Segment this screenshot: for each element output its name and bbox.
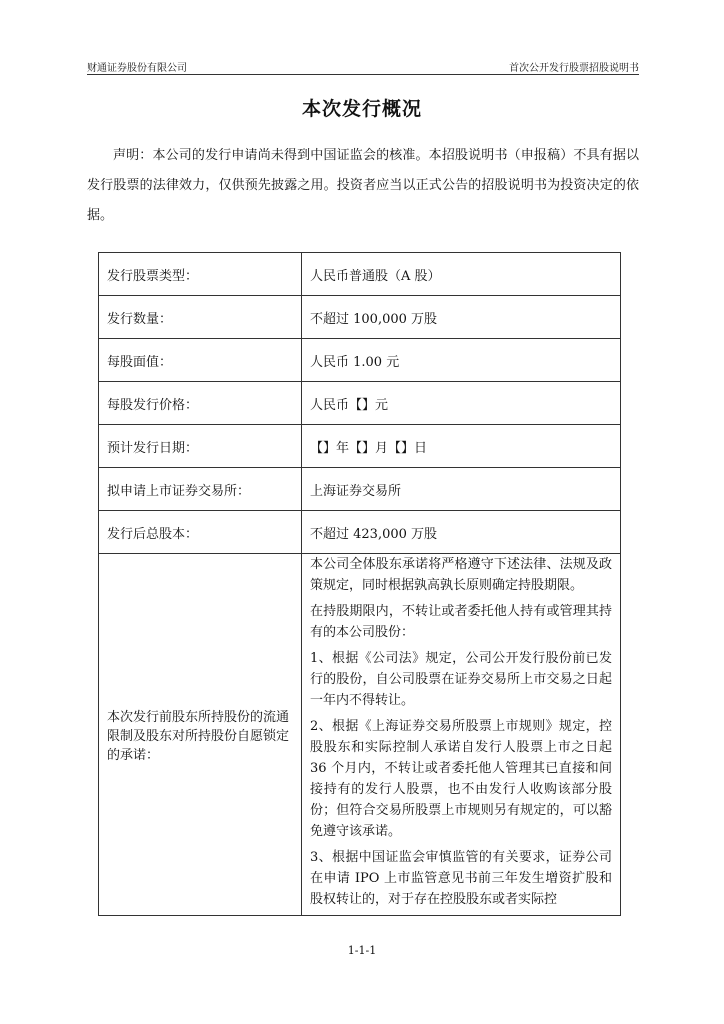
- lockup-row: [99, 554, 621, 916]
- page-header: [87, 58, 639, 75]
- lockup-paragraph: 本公司全体股东承诺将严格遵守下述法律、法规及政策规定，同时根据孰高孰长原则确定持股期限。: [310, 557, 612, 593]
- table-row: [99, 425, 621, 468]
- row-value: 【】年【】月【】日: [302, 425, 621, 468]
- lockup-paragraph: 2、根据《上海证券交易所股票上市规则》规定，控股股东和实际控制人承诺自发行人股票上市之日起 36 个月内，不转让或者委托他人管理其已直接和间接持有的发行人股票，也不由发行人收购该部分股份；但符合交易所股票上市规则另有规定的，可以豁免遵守该承诺。: [310, 719, 612, 839]
- lockup-paragraph: 1、根据《公司法》规定，公司公开发行股份前已发行的股份，自公司股票在证券交易所上市交易之日起一年内不得转让。: [310, 651, 612, 708]
- row-label: 发行股票类型：: [99, 253, 302, 296]
- lockup-paragraph: 3、根据中国证监会审慎监管的有关要求，证券公司在申请 IPO 上市监管意见书前三年发生增资扩股和股权转让的，对于存在控股股东或者实际控: [310, 850, 612, 907]
- table-row: [99, 253, 621, 296]
- page-number: 1-1-1: [347, 944, 377, 957]
- section-title: 本次发行概况: [301, 98, 422, 120]
- row-label: 拟申请上市证券交易所：: [99, 468, 302, 511]
- row-label: 发行后总股本：: [99, 511, 302, 554]
- row-value: 人民币普通股（A 股）: [302, 253, 621, 296]
- row-value: 上海证券交易所: [302, 468, 621, 511]
- row-value: 不超过 423,000 万股: [302, 511, 621, 554]
- header-doc-title: 首次公开发行股票招股说明书: [509, 63, 639, 74]
- header-company: 财通证券股份有限公司: [87, 63, 187, 74]
- row-value: 不超过 100,000 万股: [302, 296, 621, 339]
- lockup-commitments: [302, 554, 621, 916]
- table-row: [99, 296, 621, 339]
- lockup-label: 本次发行前股东所持股份的流通限制及股东对所持股份自愿锁定的承诺：: [99, 554, 302, 916]
- row-label: 每股面值：: [99, 339, 302, 382]
- table-row: [99, 339, 621, 382]
- row-value: 人民币 1.00 元: [302, 339, 621, 382]
- row-label: 预计发行日期：: [99, 425, 302, 468]
- row-label: 每股发行价格：: [99, 382, 302, 425]
- row-value: 人民币【】元: [302, 382, 621, 425]
- lockup-paragraph: 在持股期限内，不转让或者委托他人持有或管理其持有的本公司股份：: [310, 604, 612, 640]
- table-row: [99, 382, 621, 425]
- table-row: [99, 511, 621, 554]
- table-row: [99, 468, 621, 511]
- row-label: 发行数量：: [99, 296, 302, 339]
- offering-overview-table: [98, 252, 621, 916]
- disclaimer-statement: 声明：本公司的发行申请尚未得到中国证监会的核准。本招股说明书（申报稿）不具有据以发行股票的法律效力，仅供预先披露之用。投资者应当以正式公告的招股说明书为投资决定的依据。: [87, 148, 639, 223]
